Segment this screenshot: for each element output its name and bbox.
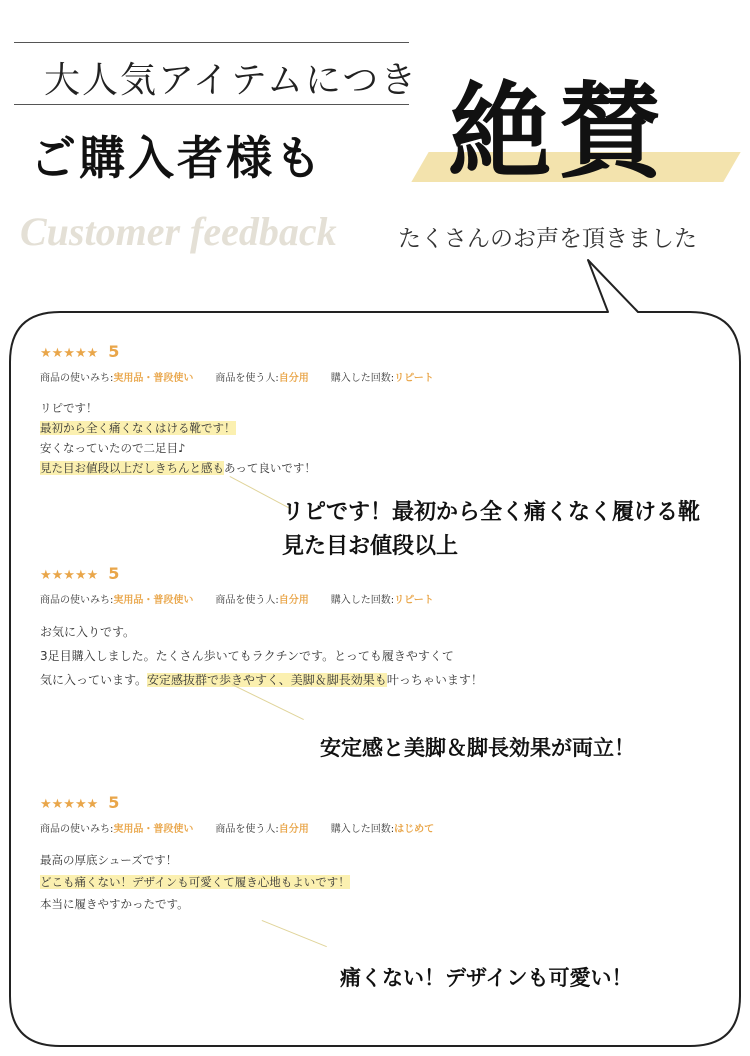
review-callout-3: 痛くない！デザインも可愛い！ — [340, 966, 633, 990]
feedback-heading-japanese: たくさんのお声を頂きました — [398, 226, 697, 252]
review-callout-1: リピです！最初から全く痛くなく履ける靴 見た目お値段以上 — [282, 500, 701, 559]
review-line: 3足目購入しました。たくさん歩いてもラクチンです。とっても履きやすくて — [40, 649, 454, 663]
meta-user: 商品を使う人:自分用 — [215, 373, 309, 384]
meta-purchase-count: 購入した回数:リピート — [330, 595, 434, 606]
review-line: お気に入りです。 — [40, 625, 136, 639]
highlight-word: 絶賛 — [448, 70, 669, 193]
review-body — [40, 849, 720, 915]
rating-score: 5 — [108, 564, 120, 583]
review-line: 本当に履きやすかったです。 — [40, 897, 189, 911]
rating-score: 5 — [108, 342, 120, 361]
review-line: リピです！ — [40, 401, 98, 415]
header-line-1: 大人気アイテムにつき — [44, 60, 419, 101]
star-rating: ★★★★★ — [40, 568, 99, 583]
review-card-2 — [40, 564, 720, 692]
meta-purchase-count: 購入した回数:リピート — [330, 373, 434, 384]
meta-usage: 商品の使いみち:実用品・普段使い — [40, 824, 194, 835]
meta-user: 商品を使う人:自分用 — [215, 595, 309, 606]
meta-purchase-count: 購入した回数:はじめて — [330, 824, 435, 835]
feedback-heading-english: Customer feedback — [20, 209, 337, 254]
review-line: 安くなっていたので二足目♪ — [40, 441, 186, 455]
review-card-1 — [40, 342, 720, 478]
review-callout-2: 安定感と美脚＆脚長効果が両立！ — [320, 736, 635, 760]
review-line: 気に入っています。安定感抜群で歩きやすく、美脚＆脚長効果も叶っちゃいます！ — [40, 673, 483, 687]
review-card-3 — [40, 793, 720, 915]
review-line: どこも痛くない！デザインも可愛くて履き心地もよいです！ — [40, 875, 350, 889]
meta-user: 商品を使う人:自分用 — [215, 824, 309, 835]
review-body — [40, 398, 720, 478]
star-rating: ★★★★★ — [40, 797, 99, 812]
review-body — [40, 620, 720, 692]
review-line: 最初から全く痛くなくはける靴です！ — [40, 421, 236, 435]
review-line: 見た目お値段以上だしきちんと感もあって良いです！ — [40, 461, 316, 475]
header-line-2: ご購入者様も — [30, 131, 324, 185]
review-line: 最高の厚底シューズです！ — [40, 853, 178, 867]
rating-score: 5 — [108, 793, 120, 812]
meta-usage: 商品の使いみち:実用品・普段使い — [40, 595, 194, 606]
star-rating: ★★★★★ — [40, 346, 99, 361]
meta-usage: 商品の使いみち:実用品・普段使い — [40, 373, 194, 384]
